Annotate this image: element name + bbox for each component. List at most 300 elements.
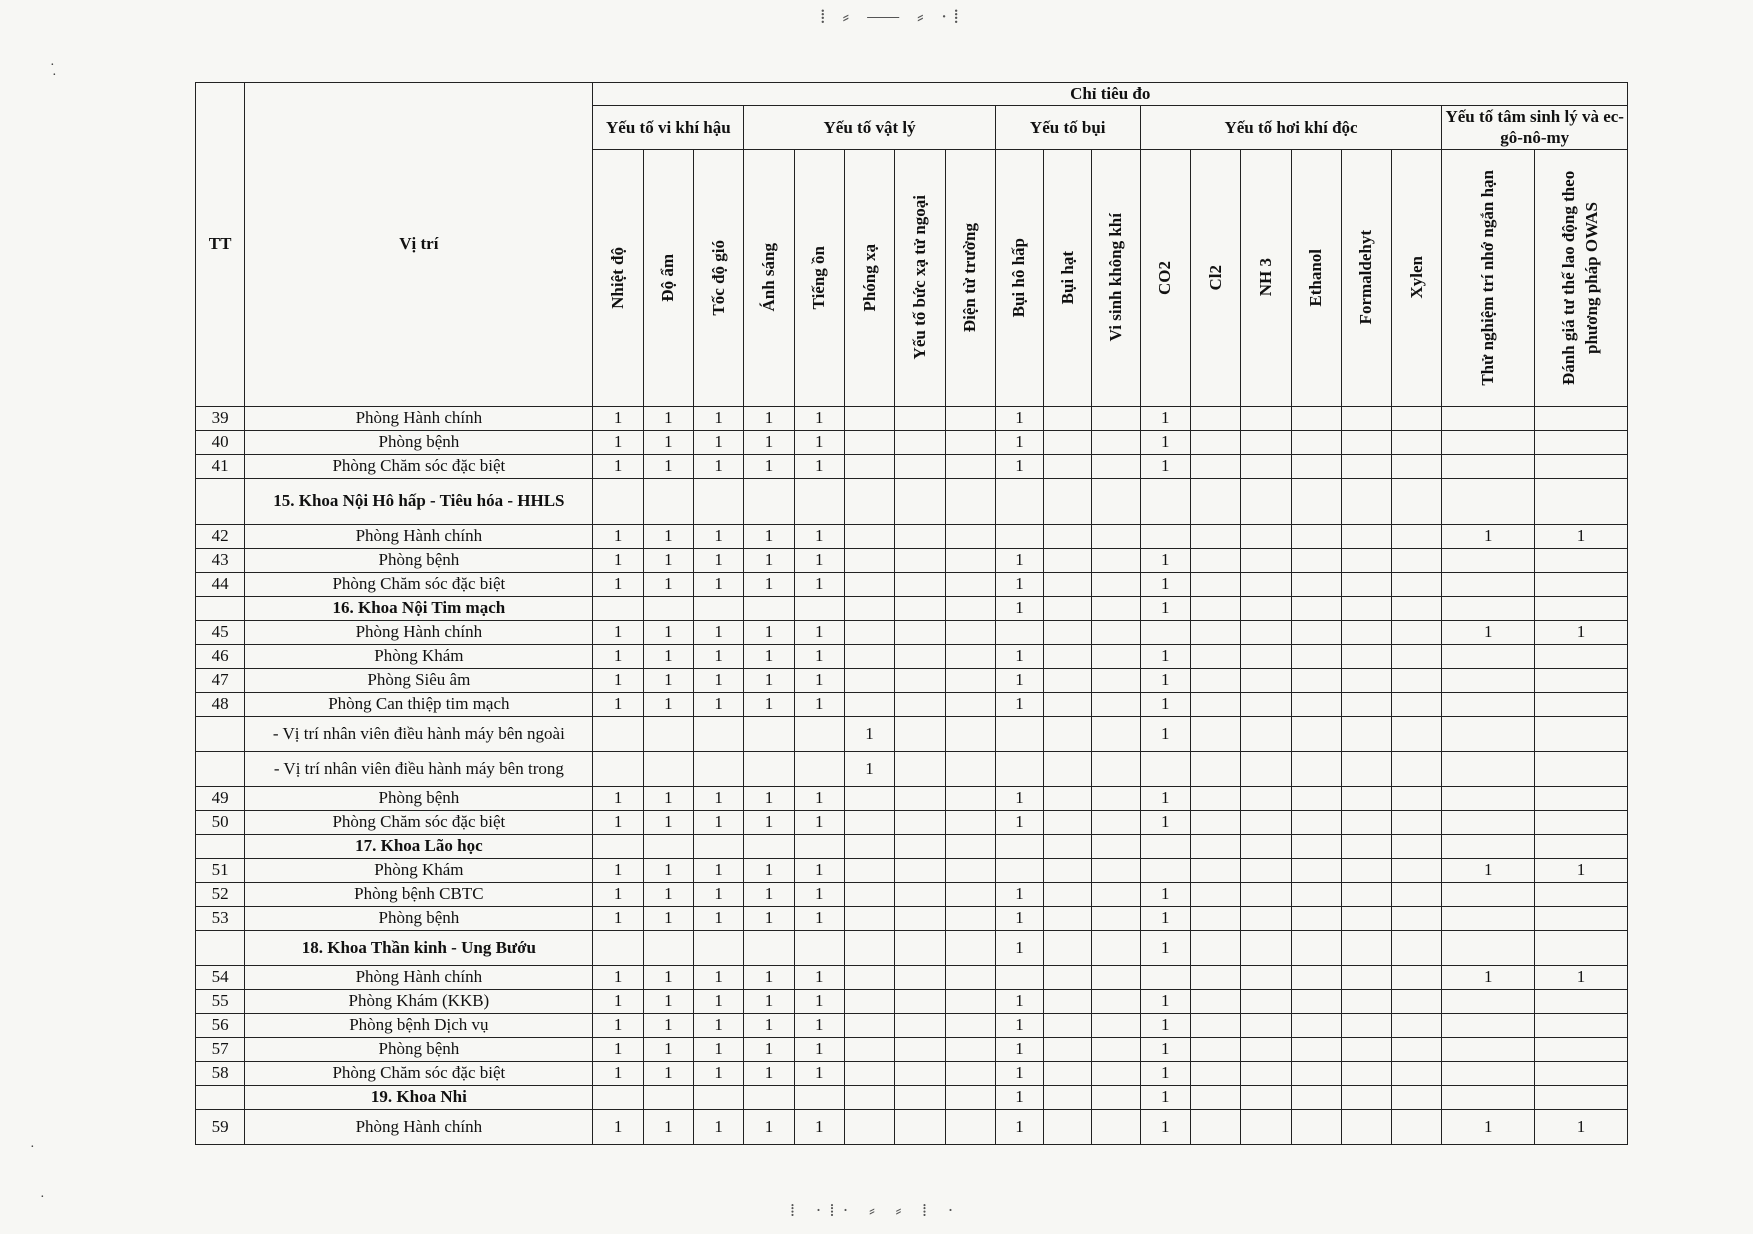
header-column-label: Ánh sáng [758,243,778,312]
cell-value: 1 [794,1037,844,1061]
cell-value: 1 [593,786,643,810]
cell-value: 1 [794,786,844,810]
cell-location: Phòng Chăm sóc đặc biệt [245,1061,593,1085]
cell-value [1044,406,1092,430]
header-column-label: Vi sinh không khí [1106,213,1125,342]
cell-value: 1 [1140,596,1190,620]
table-row [196,1109,1628,1144]
cell-value [1241,620,1291,644]
cell-value [1140,965,1190,989]
cell-value [1092,834,1140,858]
cell-value [1392,716,1442,751]
cell-value [844,1061,894,1085]
cell-value [1534,882,1627,906]
cell-value: 1 [744,1037,794,1061]
cell-value: 1 [744,644,794,668]
cell-value [895,454,945,478]
section-title: 17. Khoa Lão học [245,834,593,858]
cell-value [1092,786,1140,810]
cell-value: 1 [643,786,693,810]
cell-value [1534,644,1627,668]
cell-value [1044,430,1092,454]
cell-value: 1 [1140,989,1190,1013]
cell-value [1044,1109,1092,1144]
cell-value [1044,596,1092,620]
cell-value [694,478,744,524]
cell-value [1442,668,1535,692]
cell-tt: 50 [196,810,245,834]
cell-value: 1 [794,548,844,572]
scan-mark-bottom: ⁞ ·⁞· ⸗ ⸗ ⁞ · [790,1200,962,1220]
cell-value: 1 [995,1013,1043,1037]
cell-value: 1 [1140,692,1190,716]
cell-value: 1 [794,989,844,1013]
cell-value: 1 [1442,1109,1535,1144]
cell-value [794,834,844,858]
cell-value [1392,430,1442,454]
cell-value [1241,965,1291,989]
cell-value [844,454,894,478]
cell-value [945,834,995,858]
cell-value [1190,858,1240,882]
cell-value [1092,1037,1140,1061]
cell-value [895,882,945,906]
header-column [593,149,643,406]
cell-value: 1 [694,430,744,454]
cell-value [1044,786,1092,810]
cell-location: Phòng Can thiệp tim mạch [245,692,593,716]
cell-value: 1 [1140,1061,1190,1085]
cell-value [945,454,995,478]
cell-value [1442,930,1535,965]
table-row [196,989,1628,1013]
cell-value [643,834,693,858]
cell-value [1442,989,1535,1013]
cell-value: 1 [744,882,794,906]
cell-value [1392,906,1442,930]
cell-value [1044,810,1092,834]
cell-value: 1 [643,572,693,596]
cell-value [1341,716,1391,751]
cell-value: 1 [744,858,794,882]
cell-value [1044,716,1092,751]
cell-tt: 57 [196,1037,245,1061]
scan-speck: · [40,1190,45,1205]
cell-value [1341,882,1391,906]
table-row [196,858,1628,882]
table-row [196,406,1628,430]
cell-location: Phòng Chăm sóc đặc biệt [245,572,593,596]
cell-value: 1 [1442,965,1535,989]
cell-value [1392,882,1442,906]
cell-value [1341,668,1391,692]
cell-value [1241,596,1291,620]
cell-tt: 47 [196,668,245,692]
cell-value: 1 [794,668,844,692]
table-row [196,692,1628,716]
cell-value: 1 [1534,965,1627,989]
cell-value [1291,930,1341,965]
cell-location: Phòng bệnh [245,786,593,810]
cell-value [1534,1037,1627,1061]
cell-value: 1 [593,989,643,1013]
scan-speck: · [30,1140,35,1155]
cell-value [1392,751,1442,786]
cell-value [1291,1037,1341,1061]
table-row [196,906,1628,930]
table-row [196,620,1628,644]
cell-value [1442,406,1535,430]
cell-value: 1 [593,965,643,989]
cell-value [794,716,844,751]
table-row [196,548,1628,572]
cell-value [1092,572,1140,596]
cell-value [1190,620,1240,644]
cell-tt: 56 [196,1013,245,1037]
cell-value: 1 [694,965,744,989]
cell-value [945,810,995,834]
cell-value [1241,716,1291,751]
header-column-label: Yếu tố bức xạ tử ngoại [909,195,929,360]
table-row [196,1037,1628,1061]
cell-value [995,620,1043,644]
cell-value [1044,834,1092,858]
cell-value: 1 [1140,1013,1190,1037]
cell-value [945,644,995,668]
cell-value [1341,644,1391,668]
cell-value: 1 [643,906,693,930]
cell-value [744,596,794,620]
cell-value [844,965,894,989]
cell-value [844,906,894,930]
table-row [196,810,1628,834]
cell-value [1341,596,1391,620]
cell-value: 1 [593,1061,643,1085]
cell-value [1534,596,1627,620]
cell-value [744,716,794,751]
cell-value: 1 [744,786,794,810]
cell-value: 1 [1140,716,1190,751]
cell-value: 1 [1140,1037,1190,1061]
cell-value [1291,965,1341,989]
cell-value: 1 [794,1013,844,1037]
cell-value [643,1085,693,1109]
header-column [844,149,894,406]
cell-value [1092,716,1140,751]
cell-value [1442,644,1535,668]
cell-value [895,930,945,965]
cell-value [1291,406,1341,430]
cell-value: 1 [593,906,643,930]
cell-value [1291,810,1341,834]
cell-value: 1 [794,810,844,834]
cell-value: 1 [744,1109,794,1144]
cell-value: 1 [643,965,693,989]
cell-value [895,692,945,716]
cell-value [1190,786,1240,810]
cell-value [1291,548,1341,572]
cell-value: 1 [1140,810,1190,834]
cell-value [995,716,1043,751]
cell-value: 1 [1534,524,1627,548]
cell-value: 1 [593,1037,643,1061]
cell-value [1392,1061,1442,1085]
cell-value [1291,751,1341,786]
cell-tt: 48 [196,692,245,716]
header-column [945,149,995,406]
cell-value [1392,620,1442,644]
cell-value [1341,1061,1391,1085]
cell-value [995,965,1043,989]
cell-value: 1 [593,406,643,430]
cell-value [744,751,794,786]
cell-value [1092,430,1140,454]
cell-value [1442,786,1535,810]
cell-value [1392,1085,1442,1109]
section-title: 15. Khoa Nội Hô hấp - Tiêu hóa - HHLS [245,478,593,524]
cell-value [1341,965,1391,989]
cell-value [1291,524,1341,548]
cell-value: 1 [694,668,744,692]
cell-value: 1 [794,906,844,930]
cell-value [1044,1085,1092,1109]
cell-value: 1 [694,454,744,478]
cell-value [1241,989,1291,1013]
cell-tt: 46 [196,644,245,668]
cell-value: 1 [744,810,794,834]
cell-value [1442,692,1535,716]
cell-value [995,524,1043,548]
cell-value [1341,1013,1391,1037]
cell-value [844,548,894,572]
cell-value [844,786,894,810]
cell-value: 1 [643,1109,693,1144]
cell-value [1392,548,1442,572]
cell-value: 1 [794,965,844,989]
cell-value [1341,430,1391,454]
cell-value [1291,478,1341,524]
header-column [1241,149,1291,406]
cell-value [1341,620,1391,644]
cell-value [1241,930,1291,965]
cell-value: 1 [794,454,844,478]
cell-tt: 43 [196,548,245,572]
cell-value: 1 [744,1061,794,1085]
cell-value [1341,906,1391,930]
cell-value: 1 [1140,454,1190,478]
cell-value [995,478,1043,524]
header-column [1291,149,1341,406]
cell-value [895,596,945,620]
cell-value [1190,406,1240,430]
cell-value: 1 [995,1085,1043,1109]
cell-value [844,668,894,692]
cell-value [1044,454,1092,478]
cell-value [643,596,693,620]
cell-value: 1 [995,882,1043,906]
cell-value [1190,668,1240,692]
cell-value [1291,1085,1341,1109]
cell-value [643,751,693,786]
cell-value [1291,644,1341,668]
cell-value: 1 [995,406,1043,430]
cell-value: 1 [694,406,744,430]
cell-value [1341,454,1391,478]
header-group: Yếu tố hơi khí độc [1140,106,1442,150]
cell-value [945,524,995,548]
cell-value [1241,1061,1291,1085]
cell-value [1092,882,1140,906]
table-row [196,524,1628,548]
cell-value [1190,524,1240,548]
cell-value: 1 [744,989,794,1013]
cell-value: 1 [794,1109,844,1144]
cell-value [593,596,643,620]
cell-value [1341,1037,1391,1061]
cell-value: 1 [694,524,744,548]
cell-value: 1 [593,644,643,668]
cell-value [945,572,995,596]
header-column [1190,149,1240,406]
header-column [895,149,945,406]
cell-value: 1 [744,1013,794,1037]
cell-value [1190,834,1240,858]
cell-value [1392,644,1442,668]
cell-value [844,1013,894,1037]
cell-value [593,834,643,858]
cell-value [895,524,945,548]
cell-value [1241,906,1291,930]
cell-value [945,989,995,1013]
cell-tt: 55 [196,989,245,1013]
cell-value [945,786,995,810]
cell-tt: 51 [196,858,245,882]
cell-value: 1 [694,858,744,882]
cell-value [1092,1085,1140,1109]
cell-tt: 41 [196,454,245,478]
cell-value [1392,406,1442,430]
cell-value [1291,786,1341,810]
cell-value [1092,454,1140,478]
cell-value: 1 [794,524,844,548]
cell-value [1044,965,1092,989]
header-column [1044,149,1092,406]
cell-value [1442,1085,1535,1109]
cell-value [1241,1037,1291,1061]
cell-value [1534,406,1627,430]
cell-value: 1 [995,786,1043,810]
cell-value [1442,454,1535,478]
cell-value: 1 [643,692,693,716]
header-indicators: Chỉ tiêu đo [593,83,1628,106]
table-row [196,644,1628,668]
cell-tt [196,478,245,524]
cell-value: 1 [1140,1085,1190,1109]
cell-value [694,596,744,620]
cell-tt: 45 [196,620,245,644]
cell-value [1044,668,1092,692]
cell-value: 1 [995,906,1043,930]
cell-value [1044,906,1092,930]
cell-value [945,430,995,454]
cell-value [1241,548,1291,572]
header-column-label: Độ ẩm [658,253,678,302]
cell-value: 1 [643,524,693,548]
cell-value: 1 [1534,858,1627,882]
cell-value [1092,810,1140,834]
cell-value: 1 [794,858,844,882]
cell-value: 1 [1534,1109,1627,1144]
cell-value [1044,882,1092,906]
cell-value: 1 [694,572,744,596]
cell-location: - Vị trí nhân viên điều hành máy bên ngoài [245,716,593,751]
cell-value [794,596,844,620]
cell-location: Phòng Khám [245,644,593,668]
table-row [196,965,1628,989]
cell-value: 1 [694,1061,744,1085]
cell-value [794,1085,844,1109]
cell-value: 1 [1140,548,1190,572]
cell-value [1190,596,1240,620]
header-column-label: Formaldehyt [1356,230,1376,325]
cell-value [1190,1037,1240,1061]
cell-value [1092,478,1140,524]
cell-value: 1 [744,572,794,596]
cell-value: 1 [844,751,894,786]
cell-value [1190,989,1240,1013]
cell-value: 1 [794,430,844,454]
cell-value [1534,810,1627,834]
cell-value [945,1085,995,1109]
cell-value [1291,1109,1341,1144]
cell-tt [196,1085,245,1109]
cell-value [1291,989,1341,1013]
cell-value [1392,786,1442,810]
cell-value [844,596,894,620]
cell-value [1140,478,1190,524]
cell-value [844,430,894,454]
cell-value [844,834,894,858]
cell-value [1291,1061,1341,1085]
cell-value [1534,572,1627,596]
cell-tt [196,716,245,751]
cell-value [1190,1109,1240,1144]
cell-value [1392,1013,1442,1037]
cell-value [945,406,995,430]
cell-location: Phòng Khám (KKB) [245,989,593,1013]
cell-value: 1 [643,430,693,454]
cell-value: 1 [744,906,794,930]
cell-location: Phòng Hành chính [245,620,593,644]
cell-value [1341,834,1391,858]
cell-value: 1 [995,572,1043,596]
cell-value: 1 [1140,906,1190,930]
section-title: 16. Khoa Nội Tim mạch [245,596,593,620]
cell-value [1534,454,1627,478]
cell-value [844,620,894,644]
cell-value: 1 [593,454,643,478]
cell-value [794,930,844,965]
cell-value [945,478,995,524]
cell-value [844,1109,894,1144]
cell-value: 1 [694,692,744,716]
cell-tt: 58 [196,1061,245,1085]
cell-value [1291,1013,1341,1037]
cell-value [1241,858,1291,882]
cell-value [694,1085,744,1109]
cell-value: 1 [593,692,643,716]
cell-value: 1 [794,1061,844,1085]
